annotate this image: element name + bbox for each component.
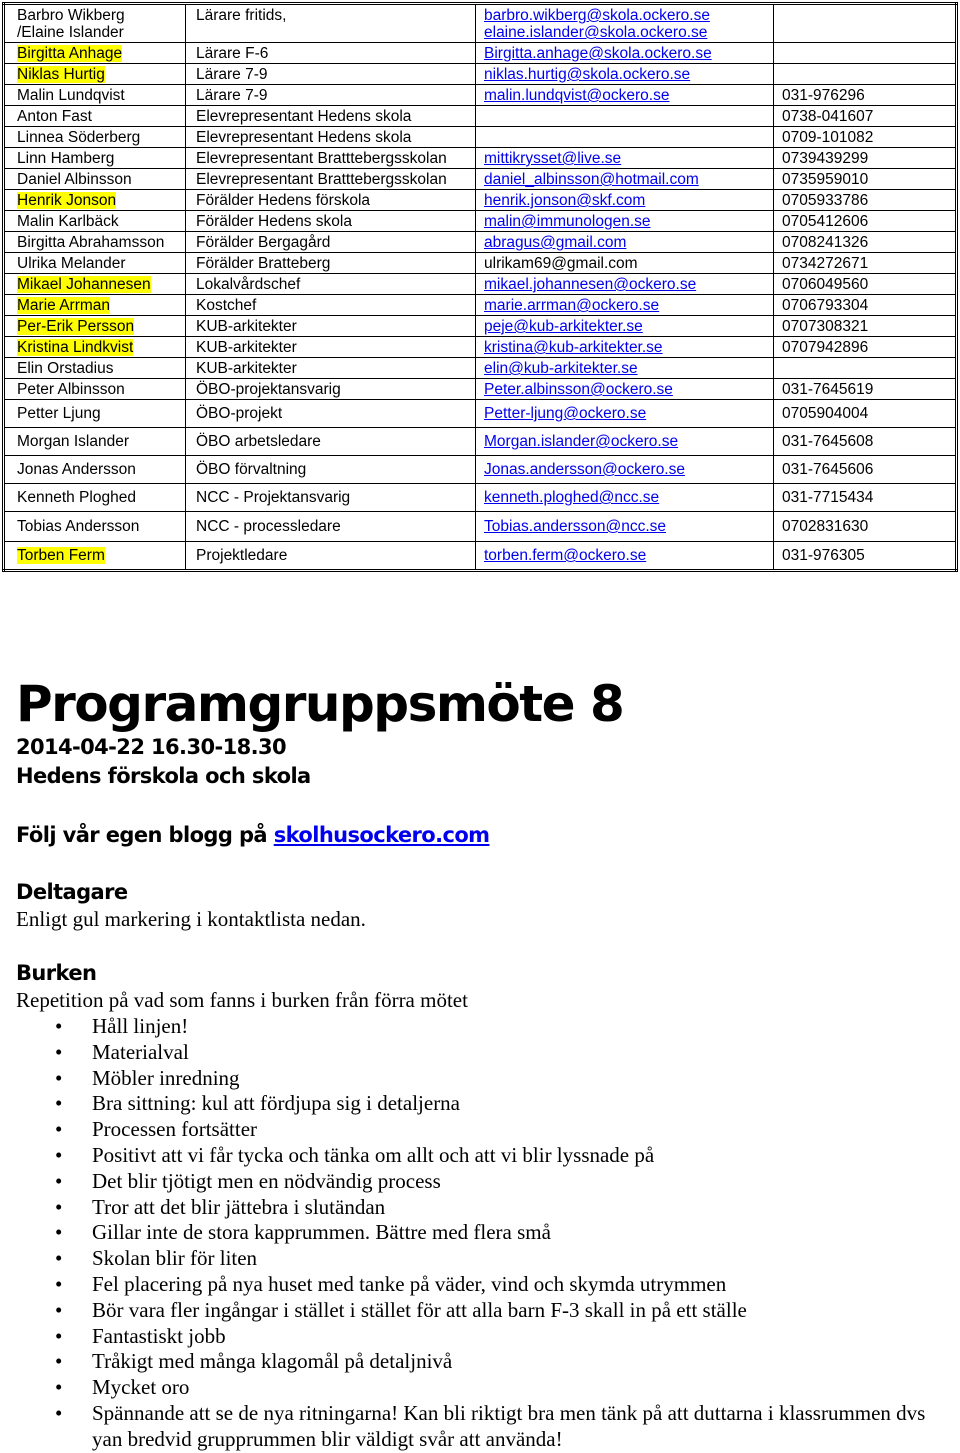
contact-name: Elin Orstadius xyxy=(17,360,114,377)
contact-name-cell xyxy=(4,148,186,169)
list-item: • Tråkigt med många klagomål på detaljnivå xyxy=(0,1349,950,1375)
contact-role: Elevrepresentant Bratttebergsskolan xyxy=(186,148,476,169)
contact-name: Marie Arrman xyxy=(17,297,111,314)
contact-name-cell xyxy=(4,43,186,64)
contact-phone: 0735959010 xyxy=(774,169,957,190)
table-row xyxy=(4,85,957,106)
contact-name: Morgan Islander xyxy=(17,433,130,450)
contact-phone xyxy=(774,64,957,85)
contact-phone: 031-976296 xyxy=(774,85,957,106)
table-row xyxy=(4,232,957,253)
contact-phone: 0707942896 xyxy=(774,337,957,358)
list-item: • Spännande att se de nya ritningarna! Kan bli riktigt bra men tänk på att duttarna i klassrummen dvs yan bredvid grupprummen blir väldigt svår att använda! xyxy=(0,1401,950,1453)
contact-name-cell xyxy=(4,484,186,512)
contact-name-cell xyxy=(4,456,186,484)
contact-name-cell xyxy=(4,4,186,43)
contact-email-cell xyxy=(476,484,774,512)
contact-role: Lärare 7-9 xyxy=(186,85,476,106)
contact-role: Elevrepresentant Hedens skola xyxy=(186,127,476,148)
contact-email-cell xyxy=(476,316,774,337)
contact-phone xyxy=(774,358,957,379)
table-row xyxy=(4,148,957,169)
contact-email-cell xyxy=(476,295,774,316)
contact-email-cell xyxy=(476,64,774,85)
contact-role: Projektledare xyxy=(186,542,476,571)
contact-role: Förälder Hedens förskola xyxy=(186,190,476,211)
contact-phone: 0739439299 xyxy=(774,148,957,169)
contact-email[interactable]: mittikrysset@live.se xyxy=(484,150,622,167)
contact-email[interactable]: marie.arrman@ockero.se xyxy=(484,297,660,314)
table-row xyxy=(4,512,957,542)
list-item: • Håll linjen! xyxy=(0,1014,950,1040)
contact-role: KUB-arkitekter xyxy=(186,316,476,337)
contact-name: Linn Hamberg xyxy=(17,150,115,167)
contact-name: Per-Erik Persson xyxy=(17,318,135,335)
contact-name: Henrik Jonson xyxy=(17,192,117,209)
contact-email[interactable]: kenneth.ploghed@ncc.se xyxy=(484,489,660,506)
contact-email[interactable]: Morgan.islander@ockero.se xyxy=(484,433,679,450)
contact-phone: 0705412606 xyxy=(774,211,957,232)
contact-name: Birgitta Abrahamsson xyxy=(17,234,165,251)
contact-email[interactable]: mikael.johannesen@ockero.se xyxy=(484,276,697,293)
contact-email[interactable]: kristina@kub-arkitekter.se xyxy=(484,339,663,356)
contact-phone: 0738-041607 xyxy=(774,106,957,127)
contact-role: Lokalvårdschef xyxy=(186,274,476,295)
table-row xyxy=(4,379,957,400)
list-item: • Gillar inte de stora kapprummen. Bättre med flera små xyxy=(0,1220,950,1246)
list-item: • Tror att det blir jättebra i slutändan xyxy=(0,1195,950,1221)
contact-email-cell xyxy=(476,358,774,379)
burken-heading: Burken xyxy=(16,961,97,985)
contact-role: Förälder Bergagård xyxy=(186,232,476,253)
contact-name-cell xyxy=(4,295,186,316)
list-item: • Bra sittning: kul att fördjupa sig i detaljerna xyxy=(0,1091,950,1117)
contact-name-cell xyxy=(4,542,186,571)
contact-email-cell xyxy=(476,253,774,274)
contact-name: Tobias Andersson xyxy=(17,518,140,535)
list-item: • Det blir tjötigt men en nödvändig process xyxy=(0,1169,950,1195)
contact-email[interactable]: Birgitta.anhage@skola.ockero.se xyxy=(484,45,712,62)
list-item: • Positivt att vi får tycka och tänka om allt och att vi blir lyssnade på xyxy=(0,1143,950,1169)
deltagare-text: Enligt gul markering i kontaktlista nedan. xyxy=(16,907,366,931)
blog-prefix: Följ vår egen blogg på xyxy=(16,823,274,847)
contact-name: Birgitta Anhage xyxy=(17,45,123,62)
burken-intro: Repetition på vad som fanns i burken från förra mötet xyxy=(16,988,468,1012)
contact-email[interactable]: malin@immunologen.se xyxy=(484,213,651,230)
contact-phone: 031-976305 xyxy=(774,542,957,571)
table-row xyxy=(4,211,957,232)
contact-role: NCC - processledare xyxy=(186,512,476,542)
contact-role: NCC - Projektansvarig xyxy=(186,484,476,512)
contact-email[interactable]: malin.lundqvist@ockero.se xyxy=(484,87,670,104)
contact-role: KUB-arkitekter xyxy=(186,358,476,379)
contact-role: KUB-arkitekter xyxy=(186,337,476,358)
contact-role: Elevrepresentant Bratttebergsskolan xyxy=(186,169,476,190)
contact-name: Malin Lundqvist xyxy=(17,87,125,104)
contact-phone xyxy=(774,4,957,43)
meeting-location: Hedens förskola och skola xyxy=(16,764,311,788)
blog-link[interactable]: skolhusockero.com xyxy=(273,823,490,847)
contact-name-cell xyxy=(4,400,186,428)
contact-email[interactable]: Tobias.andersson@ncc.se xyxy=(484,518,667,535)
page-title: Programgruppsmöte 8 xyxy=(16,675,624,733)
table-row xyxy=(4,43,957,64)
contact-email[interactable]: daniel_albinsson@hotmail.com xyxy=(484,171,699,188)
contact-table-body xyxy=(4,4,957,571)
contact-phone: 0708241326 xyxy=(774,232,957,253)
contact-email-cell xyxy=(476,337,774,358)
contact-role: ÖBO förvaltning xyxy=(186,456,476,484)
contact-phone: 0706049560 xyxy=(774,274,957,295)
contact-email[interactable]: Petter-ljung@ockero.se xyxy=(484,405,647,422)
contact-email[interactable]: torben.ferm@ockero.se xyxy=(484,547,647,564)
table-row xyxy=(4,253,957,274)
contact-email-cell xyxy=(476,4,774,43)
contact-name: Niklas Hurtig xyxy=(17,66,105,83)
table-row xyxy=(4,64,957,85)
contact-role: Elevrepresentant Hedens skola xyxy=(186,106,476,127)
contact-email-cell xyxy=(476,211,774,232)
contact-phone: 0707308321 xyxy=(774,316,957,337)
contact-phone: 0705904004 xyxy=(774,400,957,428)
contact-name-cell xyxy=(4,190,186,211)
table-row xyxy=(4,428,957,456)
contact-name-cell xyxy=(4,106,186,127)
contact-role: ÖBO arbetsledare xyxy=(186,428,476,456)
contact-role: ÖBO-projektansvarig xyxy=(186,379,476,400)
contact-email-cell xyxy=(476,542,774,571)
contact-name-cell xyxy=(4,316,186,337)
contact-role: Kostchef xyxy=(186,295,476,316)
table-row xyxy=(4,316,957,337)
contact-name-cell xyxy=(4,169,186,190)
contact-email-cell xyxy=(476,43,774,64)
table-row xyxy=(4,337,957,358)
contact-name: Torben Ferm xyxy=(17,547,105,564)
contact-phone: 031-7715434 xyxy=(774,484,957,512)
contact-table xyxy=(2,2,958,572)
contact-name: Linnea Söderberg xyxy=(17,129,141,146)
deltagare-heading: Deltagare xyxy=(16,880,128,904)
contact-email[interactable]: peje@kub-arkitekter.se xyxy=(484,318,643,335)
contact-name-cell xyxy=(4,253,186,274)
contact-role: Lärare fritids, xyxy=(186,4,476,43)
list-item: • Fel placering på nya huset med tanke på väder, vind och skymda utrymmen xyxy=(0,1272,950,1298)
contact-email-cell xyxy=(476,456,774,484)
contact-email-cell xyxy=(476,512,774,542)
contact-name: Petter Ljung xyxy=(17,405,101,422)
contact-name: Kristina Lindkvist xyxy=(17,339,134,356)
contact-name-cell xyxy=(4,211,186,232)
contact-email[interactable]: niklas.hurtig@skola.ockero.se xyxy=(484,66,691,83)
contact-email-cell xyxy=(476,190,774,211)
contact-email-cell xyxy=(476,127,774,148)
contact-phone: 031-7645608 xyxy=(774,428,957,456)
contact-name-cell xyxy=(4,274,186,295)
contact-email[interactable]: Jonas.andersson@ockero.se xyxy=(484,461,685,478)
table-row xyxy=(4,274,957,295)
list-item: • Skolan blir för liten xyxy=(0,1246,950,1272)
contact-email-cell xyxy=(476,400,774,428)
contact-phone: 0734272671 xyxy=(774,253,957,274)
contact-name: Anton Fast xyxy=(17,108,92,125)
contact-role: Förälder Hedens skola xyxy=(186,211,476,232)
contact-name-cell xyxy=(4,232,186,253)
contact-phone: 0705933786 xyxy=(774,190,957,211)
table-row xyxy=(4,295,957,316)
contact-name: Kenneth Ploghed xyxy=(17,489,136,506)
contact-name: Ulrika Melander xyxy=(17,255,126,272)
table-row xyxy=(4,456,957,484)
table-row xyxy=(4,190,957,211)
list-item: • Möbler inredning xyxy=(0,1066,950,1092)
contact-role: ÖBO-projekt xyxy=(186,400,476,428)
list-item: • Fantastiskt jobb xyxy=(0,1324,950,1350)
contact-phone: 0702831630 xyxy=(774,512,957,542)
contact-name: Peter Albinsson xyxy=(17,381,125,398)
table-row xyxy=(4,4,957,43)
contact-name-cell xyxy=(4,428,186,456)
contact-name-cell xyxy=(4,127,186,148)
contact-email[interactable]: Peter.albinsson@ockero.se xyxy=(484,381,673,398)
contact-email: ulrikam69@gmail.com xyxy=(484,255,638,272)
contact-phone: 031-7645619 xyxy=(774,379,957,400)
list-item: • Processen fortsätter xyxy=(0,1117,950,1143)
table-row xyxy=(4,106,957,127)
blog-line xyxy=(16,822,489,848)
contact-role: Förälder Bratteberg xyxy=(186,253,476,274)
contact-email[interactable]: abragus@gmail.com xyxy=(484,234,627,251)
contact-role: Lärare F-6 xyxy=(186,43,476,64)
contact-name: Daniel Albinsson xyxy=(17,171,132,188)
table-row xyxy=(4,127,957,148)
meeting-datetime: 2014-04-22 16.30-18.30 xyxy=(16,735,287,759)
contact-email-cell xyxy=(476,85,774,106)
contact-phone xyxy=(774,43,957,64)
contact-name-cell xyxy=(4,337,186,358)
table-row xyxy=(4,484,957,512)
contact-email-cell xyxy=(476,148,774,169)
contact-email-cell xyxy=(476,232,774,253)
contact-name-cell xyxy=(4,85,186,106)
table-row xyxy=(4,169,957,190)
contact-email-cell xyxy=(476,106,774,127)
contact-email[interactable]: henrik.jonson@skf.com xyxy=(484,192,646,209)
contact-email-cell xyxy=(476,379,774,400)
contact-email[interactable]: elin@kub-arkitekter.se xyxy=(484,360,638,377)
table-row xyxy=(4,400,957,428)
burken-list xyxy=(0,1014,950,1453)
contact-name-cell xyxy=(4,512,186,542)
list-item: • Bör vara fler ingångar i stället i stället för att alla barn F-3 skall in på ett ställe xyxy=(0,1298,950,1324)
contact-name: Barbro Wikberg /Elaine Islander xyxy=(17,7,125,41)
list-item: • Materialval xyxy=(0,1040,950,1066)
table-row xyxy=(4,358,957,379)
list-item: • Mycket oro xyxy=(0,1375,950,1401)
contact-name-cell xyxy=(4,358,186,379)
contact-email-cell xyxy=(476,274,774,295)
contact-name-cell xyxy=(4,379,186,400)
table-row xyxy=(4,542,957,571)
contact-name: Malin Karlbäck xyxy=(17,213,119,230)
contact-phone: 0706793304 xyxy=(774,295,957,316)
contact-email-cell xyxy=(476,169,774,190)
contact-phone: 0709-101082 xyxy=(774,127,957,148)
contact-role: Lärare 7-9 xyxy=(186,64,476,85)
contact-name-cell xyxy=(4,64,186,85)
contact-email[interactable]: barbro.wikberg@skola.ockero.se elaine.islander@skola.ockero.se xyxy=(484,7,710,41)
contact-phone: 031-7645606 xyxy=(774,456,957,484)
contact-name: Mikael Johannesen xyxy=(17,276,151,293)
contact-name: Jonas Andersson xyxy=(17,461,136,478)
contact-email-cell xyxy=(476,428,774,456)
